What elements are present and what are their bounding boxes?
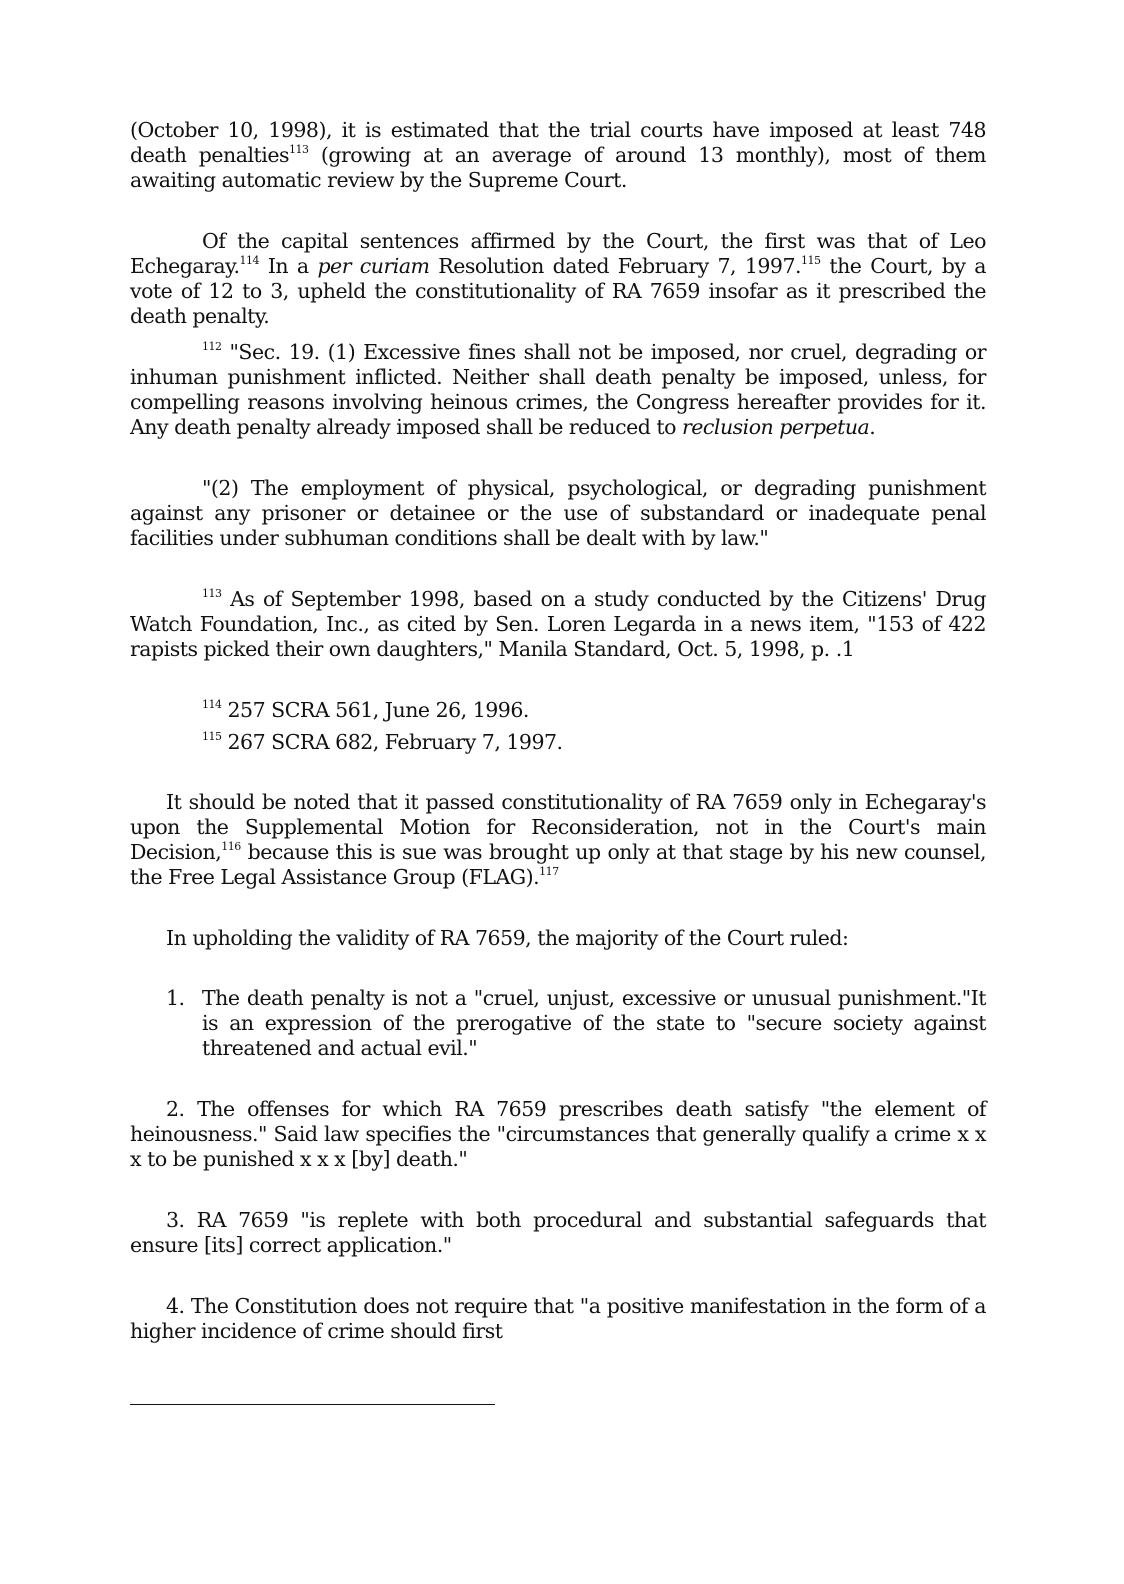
footnote-113 xyxy=(130,587,986,662)
paragraph-text: In upholding the validity of RA 7659, the majority of the Court ruled: xyxy=(166,926,849,950)
paragraph-text: (October 10, 1998), it is estimated that the trial courts have imposed at least 748 death penalties xyxy=(130,118,986,167)
paragraph-text: It should be noted that it passed constitutionality of RA 7659 only in Echegaray's upon the Supplemental Motion for Reconsideration, not in the Court's main Decision, xyxy=(130,790,986,864)
footnote-text: . xyxy=(869,415,876,439)
paragraph-continuation xyxy=(130,118,986,193)
paragraph-text: 4. The Constitution does not require that "a positive manifestation in the form of a higher incidence of crime should first xyxy=(130,1294,986,1343)
list-item-4 xyxy=(130,1294,986,1344)
footnote-number: 112 xyxy=(202,340,222,354)
paragraph-text: Of the capital sentences affirmed by the Court, the first was that of Leo Echegaray. xyxy=(130,229,986,278)
list-item-3 xyxy=(130,1208,986,1258)
footnote-text: 257 SCRA 561, June 26, 1996. xyxy=(221,698,529,722)
italic-term: per curiam xyxy=(317,254,430,278)
paragraph-majority-ruling xyxy=(130,926,986,951)
footnote-ref-116[interactable]: 116 xyxy=(221,840,241,854)
footnote-number: 115 xyxy=(202,730,222,744)
footnote-text: 267 SCRA 682, February 7, 1997. xyxy=(221,730,563,754)
paragraph-text: 3. RA 7659 "is replete with both procedural and substantial safeguards that ensure [its] correct application." xyxy=(130,1208,986,1257)
paragraph-text: because this is sue was brought up only at that stage by his new counsel, the Free Legal Assistance Group (FLAG). xyxy=(130,840,986,889)
footnote-separator xyxy=(130,1404,495,1405)
footnote-ref-113[interactable]: 113 xyxy=(289,143,309,157)
list-number: 1. xyxy=(166,986,185,1010)
italic-term: reclusion perpetua xyxy=(681,415,870,439)
paragraph-text: the Court, by a vote of 12 to 3, upheld the constitutionality of RA 7659 insofar as it prescribed the death penalty. xyxy=(130,254,987,328)
paragraph-supplemental-motion xyxy=(130,790,986,890)
footnote-ref-117[interactable]: 117 xyxy=(539,865,559,879)
footnote-112 xyxy=(130,340,986,440)
paragraph-text: 2. The offenses for which RA 7659 prescribes death satisfy "the element of heinousness." Said law specifies the "circumstances that generally qualify a crime x x x to be punished x x x [by] death." xyxy=(130,1097,986,1171)
paragraph-echegaray xyxy=(130,229,986,329)
footnote-115 xyxy=(202,730,563,755)
paragraph-text: In a xyxy=(259,254,318,278)
footnote-114 xyxy=(202,698,529,723)
paragraph-text: Resolution dated February 7, 1997. xyxy=(429,254,802,278)
footnote-text: "(2) The employment of physical, psychological, or degrading punishment against any prisoner or detainee or the use of substandard or inadequate penal facilities under subhuman conditions shall be dealt with by law." xyxy=(130,476,986,550)
footnote-text: "Sec. 19. (1) Excessive fines shall not be imposed, nor cruel, degrading or inhuman punishment inflicted. Neither shall death penalty be imposed, unless, for compelling reasons involving heinous crimes, the Congress hereafter provides for it. Any death penalty already imposed shall be reduced to xyxy=(130,340,986,439)
footnote-text: As of September 1998, based on a study conducted by the Citizens' Drug Watch Foundation, Inc., as cited by Sen. Loren Legarda in a news item, "153 of 422 rapists picked their own daughters," Manila Standard, Oct. 5, 1998, p. .1 xyxy=(130,587,986,661)
list-item-text: The death penalty is not a "cruel, unjust, excessive or unusual punishment."It is an expression of the prerogative of the state to "secure society against threatened and actual evil." xyxy=(202,986,986,1060)
list-item-2 xyxy=(130,1097,986,1172)
paragraph-text: (growing at an average of around 13 monthly), most of them awaiting automatic review by the Supreme Court. xyxy=(130,143,986,192)
footnote-number: 114 xyxy=(202,698,222,712)
footnote-ref-114[interactable]: 114 xyxy=(239,254,260,268)
list-item-1 xyxy=(166,986,986,1061)
footnote-ref-115[interactable]: 115 xyxy=(801,254,821,268)
footnote-number: 113 xyxy=(202,587,222,601)
footnote-112-part-2 xyxy=(130,476,986,551)
